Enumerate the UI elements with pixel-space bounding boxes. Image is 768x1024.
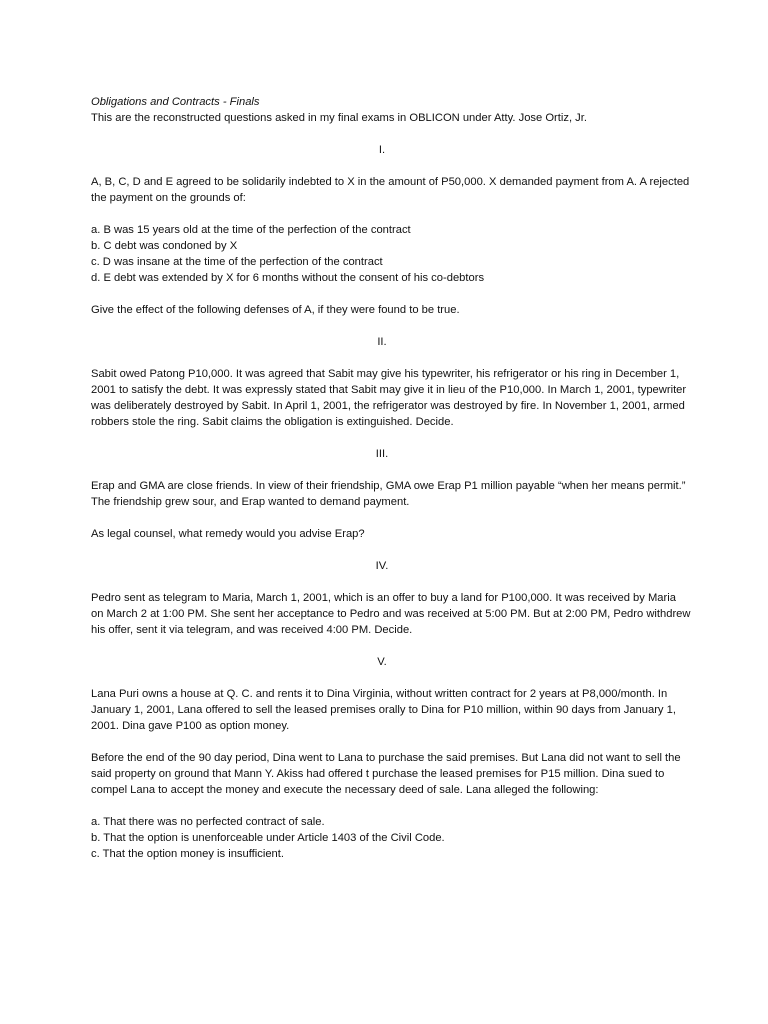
spacer	[91, 670, 691, 686]
section-2-paragraph-1: Sabit owed Patong P10,000. It was agreed that Sabit may give his typewriter, his refrigerator or his ring in December 1, 2001 to satisfy the debt. It was expressly stated that Sabit may give it in lieu of the P10,000. In March 1, 2001, typewriter was deliberately destroyed by Sabit. In April 1, 2001, the refrigerator was destroyed by fire. In November 1, 2001, armed robbers stole the ring. Sabit claims the obligation is extinguished. Decide.	[91, 368, 687, 428]
section-number-5: V.	[377, 656, 387, 668]
list-item: a. B was 15 years old at the time of the perfection of the contract	[91, 224, 411, 236]
section-4-paragraph-1: Pedro sent as telegram to Maria, March 1, 2001, which is an offer to buy a land for P100,000. It was received by Maria on March 2 at 1:00 PM. She sent her acceptance to Pedro and was received at 5:00 PM. But at 2:00 PM, Pedro withdrew his offer, sent it via telegram, and was received 4:00 PM. Decide.	[91, 592, 691, 636]
list-item: c. D was insane at the time of the perfection of the contract	[91, 256, 383, 268]
section-number-2: II.	[377, 336, 387, 348]
list-item: b. C debt was condoned by X	[91, 240, 238, 252]
spacer	[91, 734, 691, 750]
section-1-paragraph-1: A, B, C, D and E agreed to be solidarily indebted to X in the amount of P50,000. X demanded payment from A. A rejected the payment on the grounds of:	[91, 176, 690, 204]
spacer	[91, 350, 691, 366]
spacer	[91, 206, 691, 222]
spacer	[91, 510, 691, 526]
spacer	[91, 430, 691, 446]
spacer	[91, 798, 691, 814]
spacer	[91, 462, 691, 478]
document-page	[91, 94, 691, 862]
spacer	[91, 126, 691, 142]
section-3-paragraph-2: As legal counsel, what remedy would you advise Erap?	[91, 528, 365, 540]
list-item: a. That there was no perfected contract of sale.	[91, 816, 325, 828]
section-5-list	[91, 814, 691, 862]
spacer	[91, 542, 691, 558]
section-1-list	[91, 222, 691, 286]
section-1-closing: Give the effect of the following defenses of A, if they were found to be true.	[91, 304, 460, 316]
spacer	[91, 318, 691, 334]
spacer	[91, 158, 691, 174]
spacer	[91, 638, 691, 654]
section-number-3: III.	[375, 448, 389, 460]
section-number-1: I.	[378, 144, 386, 156]
list-item: d. E debt was extended by X for 6 months without the consent of his co-debtors	[91, 272, 485, 284]
list-item: b. That the option is unenforceable under Article 1403 of the Civil Code.	[91, 832, 445, 844]
list-item: c. That the option money is insufficient.	[91, 848, 284, 860]
section-5-paragraph-1: Lana Puri owns a house at Q. C. and rents it to Dina Virginia, without written contract for 2 years at P8,000/month. In January 1, 2001, Lana offered to sell the leased premises orally to Dina for P10 million, within 90 days from January 1, 2001. Dina gave P100 as option money.	[91, 688, 676, 732]
spacer	[91, 286, 691, 302]
document-title: Obligations and Contracts - Finals	[91, 96, 260, 108]
document-intro: This are the reconstructed questions asked in my final exams in OBLICON under Atty. Jose Ortiz, Jr.	[91, 112, 587, 124]
section-3-paragraph-1: Erap and GMA are close friends. In view of their friendship, GMA owe Erap P1 million payable “when her means permit.” The friendship grew sour, and Erap wanted to demand payment.	[91, 480, 686, 508]
spacer	[91, 574, 691, 590]
section-5-paragraph-2: Before the end of the 90 day period, Dina went to Lana to purchase the said premises. But Lana did not want to sell the said property on ground that Mann Y. Akiss had offered t purchase the leased premises for P15 million. Dina sued to compel Lana to accept the money and execute the necessary deed of sale. Lana alleged the following:	[91, 752, 681, 796]
section-number-4: IV.	[375, 560, 389, 572]
